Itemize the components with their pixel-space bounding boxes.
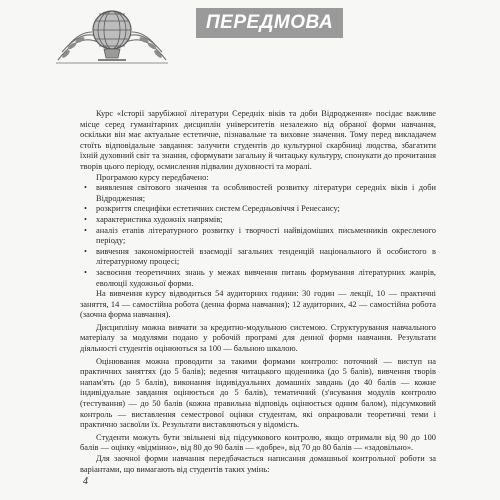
- bullet-icon: •: [84, 267, 87, 277]
- program-list: [80, 183, 436, 289]
- program-lead-in: Програмою курсу передбачено:: [96, 172, 209, 182]
- exemption-paragraph: Студенти можуть бути звільнені від підсумкового контролю, якщо отримали від 90 до 100 балів — оцінку «відмінно», від 80 до 90 балів — «добре», від 70 до 80 балів — «задовільно».: [80, 432, 436, 453]
- intro-paragraph: Курс «Історії зарубіжної літератури Середніх віків та доби Відродження» посідає важливе місце серед гуманітарних дисциплін університетів незалежно від обраної форми навчання, оскільки він має актуальне естетичне, пізнавальне та виховне значення. Тому перед викладачем стоїть відповідальне завдання: залучити студентів до культурної скарбниці людства, збагатити їхній духовний світ та знання, сформувати загальну й читацьку культуру, спонукати до прочитання творів цього періоду, осмислення підвалин духовності та моралі.: [80, 109, 436, 171]
- page-header: [0, 0, 500, 66]
- list-item: • вивчення закономірностей взаємодії загальних тенденцій національного й особистого в літературному процесі;: [84, 246, 436, 267]
- distance-learning-paragraph: Для заочної форми навчання передбачається написання домашньої контрольної роботи за варіантами, що вимагають від студентів таких умінь:: [80, 454, 436, 474]
- bullet-icon: •: [84, 214, 87, 224]
- bullet-icon: •: [84, 183, 87, 193]
- credit-module-paragraph: Дисципліну можна вивчати за кредитно-модульною системою. Структурування навчального матеріалу за модулями подано у робочій програмі для денної форми навчання. Результати діяльності студентів оцінюються за 100 — бальною шкалою.: [80, 322, 436, 354]
- globe-emblem-icon: [52, 2, 172, 64]
- list-item: • характеристика художніх напрямів;: [84, 214, 223, 224]
- preface-body: [80, 109, 436, 475]
- assessment-paragraph: Оцінювання можна проводити за такими формами контролю: поточний — виступ на практичних заняттях (до 5 балів); ведення читацького щоденника (до 5 балів), вивчення творів напам'ять (до 5 балів), виконання індивідуальних домашніх завдань (до 40 балів — кожне індивідуальне завдання оцінюється до 5 балів), тематичний (з'ясування модулів контролю (тестування) — до 50 балів (кожна правильна відповідь оцінюється одним балом), підсумковий контроль — виставлення семестрової оцінки студентам, які опрацювали теоретичні теми і практично засвоїли їх. Результати виставляються у відомість.: [80, 356, 436, 430]
- bullet-icon: •: [84, 246, 87, 256]
- list-item: • виявлення світового значення та особливостей розвитку літератури середніх віків і доби Відродження;: [84, 183, 436, 203]
- list-item: • аналіз етапів літературного розвитку і творчості найвідоміших письменників окресленого періоду;: [84, 225, 436, 246]
- list-item: • засвоєння теоретичних знань у межах вивчення питань формування літературних жанрів, еволюції художньої форми.: [84, 267, 436, 288]
- list-item: • розкриття специфіки естетичних систем Середньовіччя і Ренесансу;: [84, 204, 340, 214]
- bullet-icon: •: [84, 204, 87, 214]
- page-number: 4: [83, 476, 88, 487]
- hours-paragraph: На вивчення курсу відводиться 54 аудиторних години: 30 годин — лекції, 10 — практичні заняття, 14 — самостійна робота (денна форма навчання); 12 аудиторних, 42 — самостійна робота (заочна форма навчання).: [80, 289, 436, 320]
- bullet-icon: •: [84, 225, 87, 235]
- page-title: ПЕРЕДМОВА: [196, 8, 343, 38]
